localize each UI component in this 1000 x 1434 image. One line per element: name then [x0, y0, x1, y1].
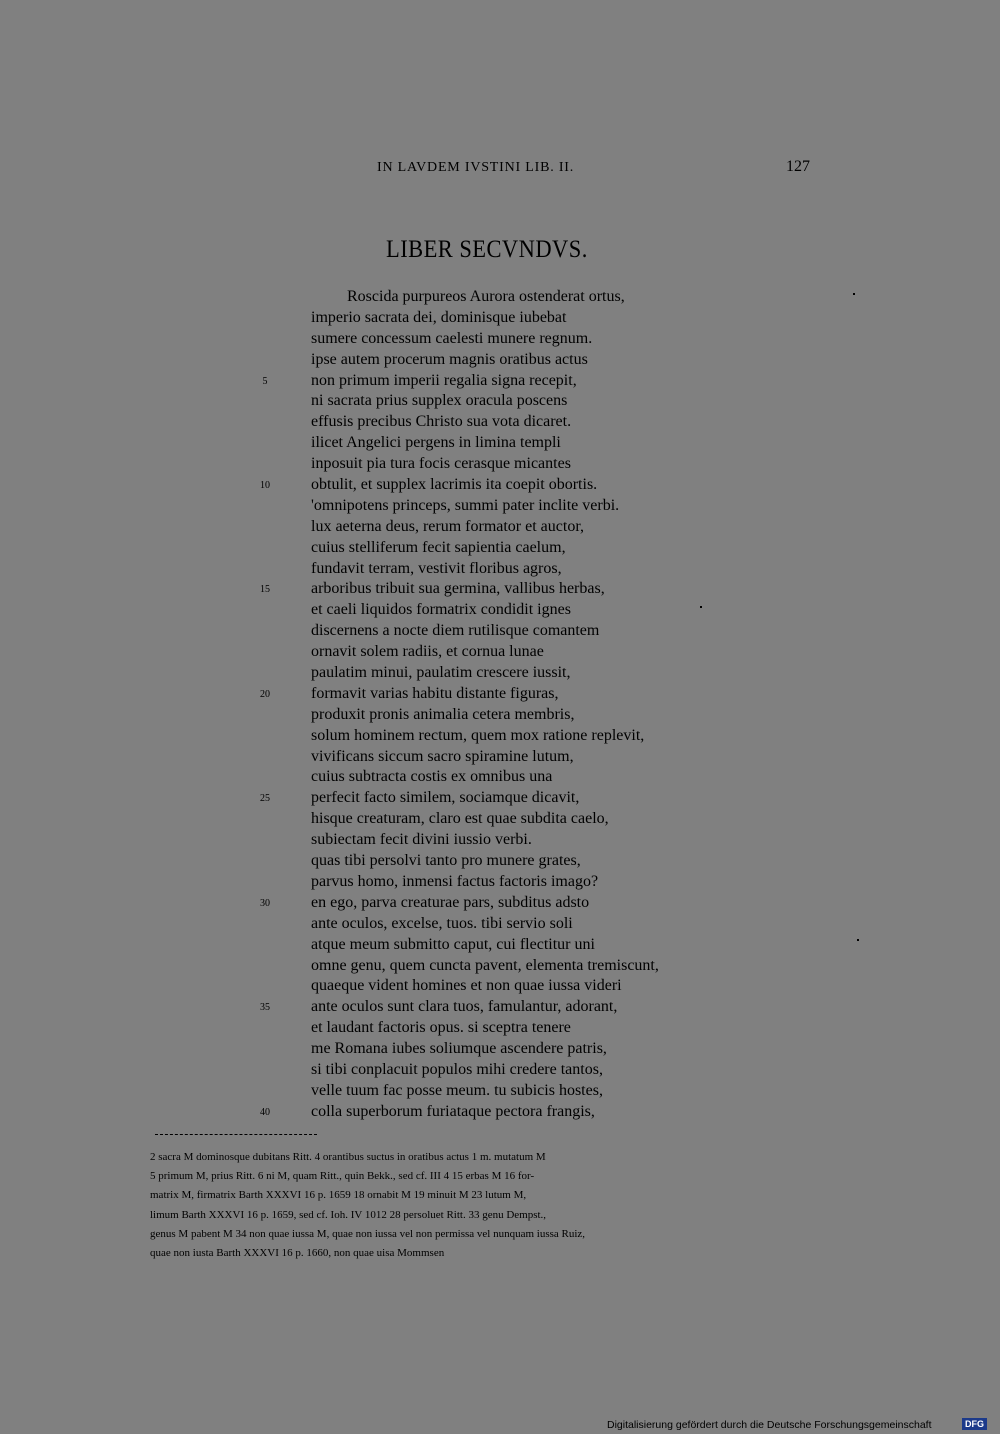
verse-line — [0, 642, 1000, 663]
verse-line — [0, 726, 1000, 747]
verse-text: solum hominem rectum, quem mox ratione replevit, — [311, 726, 645, 744]
line-number: 20 — [260, 688, 270, 700]
verse-line — [0, 454, 1000, 475]
verse-line — [0, 747, 1000, 768]
verse-text: quaeque vident homines et non quae iussa videri — [311, 977, 622, 995]
scan-speck — [700, 606, 702, 608]
verse-block — [0, 287, 1000, 1123]
scan-speck — [853, 293, 855, 295]
verse-text: arboribus tribuit sua germina, vallibus herbas, — [311, 580, 605, 598]
verse-line — [0, 1060, 1000, 1081]
footnote-line: 2 sacra M dominosque dubitans Ritt. 4 orantibus suctus in oratibus actus 1 m. mutatum M — [150, 1151, 546, 1163]
verse-text: et caeli liquidos formatrix condidit ignes — [311, 601, 571, 619]
running-title: IN LAVDEM IVSTINI LIB. II. — [377, 160, 575, 175]
verse-text: non primum imperii regalia signa recepit, — [311, 371, 577, 389]
verse-text: effusis precibus Christo sua vota dicaret. — [311, 413, 572, 431]
verse-line — [0, 872, 1000, 893]
verse-line — [0, 559, 1000, 580]
footnote-line: limum Barth XXXVI 16 p. 1659, sed cf. Ioh. IV 1012 28 persoluet Ritt. 33 genu Dempst., — [150, 1208, 547, 1221]
verse-text: inposuit pia tura focis cerasque micantes — [311, 455, 571, 473]
verse-line — [0, 538, 1000, 559]
verse-text: sumere concessum caelesti munere regnum. — [311, 329, 593, 347]
verse-text: omne genu, quem cuncta pavent, elementa tremiscunt, — [311, 956, 659, 974]
verse-line — [0, 496, 1000, 517]
verse-text: produxit pronis animalia cetera membris, — [311, 705, 575, 723]
verse-line — [0, 412, 1000, 433]
line-number: 35 — [260, 1002, 270, 1014]
verse-line — [0, 914, 1000, 935]
verse-line — [0, 935, 1000, 956]
line-number: 15 — [260, 584, 270, 596]
verse-text: colla superborum furiataque pectora frangis, — [311, 1102, 595, 1120]
verse-line — [0, 893, 1000, 914]
verse-line — [0, 705, 1000, 726]
line-number: 30 — [260, 897, 270, 909]
verse-text: quas tibi persolvi tanto pro munere grates, — [311, 852, 581, 870]
verse-text: perfecit facto similem, sociamque dicavit, — [311, 789, 580, 807]
verse-text: ni sacrata prius supplex oracula poscens — [311, 392, 568, 410]
digitization-credit: Digitalisierung gefördert durch die Deutsche Forschungsgemeinschaft — [607, 1419, 932, 1431]
footnotes — [150, 1148, 810, 1263]
verse-line — [0, 956, 1000, 977]
verse-line — [0, 684, 1000, 705]
verse-text: si tibi conplacuit populos mihi credere tantos, — [311, 1060, 603, 1078]
verse-line — [0, 350, 1000, 371]
verse-line — [0, 329, 1000, 350]
verse-text: paulatim minui, paulatim crescere iussit, — [311, 664, 571, 682]
verse-line — [0, 788, 1000, 809]
dfg-logo: DFG — [962, 1418, 987, 1430]
verse-text: Roscida purpureos Aurora ostenderat ortus, — [347, 288, 625, 305]
verse-line — [0, 663, 1000, 684]
verse-line — [0, 517, 1000, 538]
line-number: 40 — [260, 1106, 270, 1118]
verse-line — [0, 1102, 1000, 1123]
verse-text: me Romana iubes soliumque ascendere patris, — [311, 1040, 607, 1058]
footnote-divider — [155, 1134, 317, 1135]
verse-text: hisque creaturam, claro est quae subdita caelo, — [311, 810, 609, 828]
verse-text: ante oculos sunt clara tuos, famulantur, adorant, — [311, 998, 618, 1016]
verse-line — [0, 433, 1000, 454]
scan-speck — [857, 939, 859, 941]
verse-text: parvus homo, inmensi factus factoris imago? — [311, 872, 599, 890]
line-number: 10 — [260, 480, 270, 492]
verse-text: en ego, parva creaturae pars, subditus adsto — [311, 893, 590, 911]
footnote-line: genus M pabent M 34 non quae iussa M, quae non iussa vel non permissa vel nunquam iussa Ruiz, — [150, 1227, 586, 1240]
verse-line — [0, 767, 1000, 788]
verse-line — [0, 371, 1000, 392]
verse-text: et laudant factoris opus. si sceptra tenere — [311, 1019, 571, 1037]
verse-line — [0, 600, 1000, 621]
verse-text: discernens a nocte diem rutilisque comantem — [311, 622, 600, 640]
line-number: 25 — [260, 793, 270, 805]
verse-line — [0, 830, 1000, 851]
footnote-line: matrix M, firmatrix Barth XXXVI 16 p. 1659 18 ornabit M 19 minuit M 23 lutum M, — [150, 1189, 527, 1202]
verse-line — [0, 1081, 1000, 1102]
verse-line — [0, 1039, 1000, 1060]
verse-line — [0, 621, 1000, 642]
verse-text: vivificans siccum sacro spiramine lutum, — [311, 747, 574, 765]
verse-text: velle tuum fac posse meum. tu subicis hostes, — [311, 1081, 603, 1099]
verse-text: ilicet Angelici pergens in limina templi — [311, 434, 561, 452]
verse-text: ipse autem procerum magnis oratibus actus — [311, 350, 588, 368]
verse-text: cuius stelliferum fecit sapientia caelum, — [311, 538, 566, 556]
verse-text: ornavit solem radiis, et cornua lunae — [311, 643, 544, 661]
verse-line — [0, 976, 1000, 997]
verse-text: imperio sacrata dei, dominisque iubebat — [311, 308, 567, 326]
verse-text: subiectam fecit divini iussio verbi. — [311, 831, 532, 849]
line-number: 5 — [262, 375, 268, 387]
footnote-line: quae non iusta Barth XXXVI 16 p. 1660, non quae uisa Mommsen — [150, 1247, 445, 1260]
verse-text: formavit varias habitu distante figuras, — [311, 684, 559, 702]
verse-text: fundavit terram, vestivit floribus agros, — [311, 559, 562, 577]
verse-line — [0, 475, 1000, 496]
page-number: 127 — [786, 158, 810, 175]
verse-text: atque meum submitto caput, cui flectitur uni — [311, 935, 595, 953]
verse-text: 'omnipotens princeps, summi pater inclite verbi. — [311, 496, 620, 514]
book-title: LIBER SECVNDVS. — [386, 236, 588, 263]
verse-line — [0, 579, 1000, 600]
verse-line — [0, 851, 1000, 872]
verse-line — [0, 308, 1000, 329]
verse-text: cuius subtracta costis ex omnibus una — [311, 768, 553, 786]
verse-line — [0, 287, 1000, 308]
verse-line — [0, 997, 1000, 1018]
footnote-line: 5 primum M, prius Ritt. 6 ni M, quam Ritt., quin Bekk., sed cf. III 4 15 erbas M 16 for- — [150, 1170, 535, 1183]
verse-text: ante oculos, excelse, tuos. tibi servio soli — [311, 914, 573, 932]
verse-line — [0, 391, 1000, 412]
verse-text: lux aeterna deus, rerum formator et auctor, — [311, 517, 585, 535]
verse-text: obtulit, et supplex lacrimis ita coepit obortis. — [311, 476, 598, 494]
verse-line — [0, 809, 1000, 830]
verse-line — [0, 1018, 1000, 1039]
